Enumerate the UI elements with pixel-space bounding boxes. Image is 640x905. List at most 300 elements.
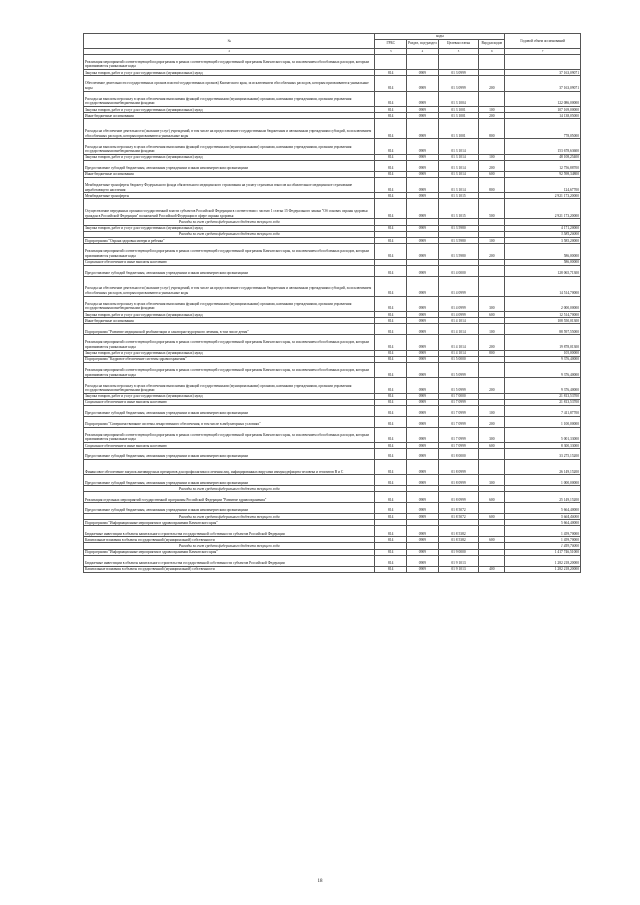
- row-expense-type: 200: [479, 76, 505, 91]
- row-amount: 8 300,33000: [505, 443, 581, 449]
- row-amount: 105,00000: [505, 350, 581, 356]
- header-annual-volume: Годовой объем ассигнований: [505, 34, 581, 49]
- table-row: [84, 335, 581, 350]
- table-row: [84, 91, 581, 106]
- row-grbs: 814: [375, 193, 407, 199]
- row-target-article: 01 4 0000: [438, 265, 479, 276]
- row-target-article: 01 3 1014: [438, 171, 479, 177]
- header-target-article: Целевая статья: [438, 39, 479, 48]
- table-row: [84, 378, 581, 393]
- row-name: Реализация мероприятий соответствующей подпрограммы в рамках соответствующей государственной программы Камчатского края, за исключением обособленных расходов, которым присваиваются уникальные коды: [84, 335, 375, 350]
- row-name: Подпрограмма "Совершенствование системы лекарственного обеспечения, в том числе в амбулаторных условиях": [84, 416, 375, 427]
- row-amount: [505, 54, 581, 69]
- row-grbs: 814: [375, 296, 407, 311]
- row-amount: 12 514,70000: [505, 311, 581, 317]
- table-row: [84, 460, 581, 475]
- column-number: 5: [438, 48, 479, 54]
- row-target-article: 01 3 1014: [438, 177, 479, 192]
- table-row: [84, 406, 581, 417]
- row-name: Закупка товаров, работ и услуг для государственных (муниципальных) нужд: [84, 106, 375, 112]
- row-target-article: 01 3 1004: [438, 91, 479, 106]
- row-amount: 1 417 746,51000: [505, 549, 581, 555]
- table-row: [84, 265, 581, 276]
- row-grbs: 814: [375, 449, 407, 460]
- row-name: Расходы на обеспечение деятельности (оказание услуг) учреждений, в том числе на предоставление государственным бюджетным и автономным учреждениям субсидий, за исключением обособленных расходов, которым присваиваются уникальные коды: [84, 276, 375, 296]
- row-name: Реализация мероприятий соответствующей подпрограммы в рамках соответствующей государственной программы Камчатского края, за исключением обособленных расходов, которым присваиваются уникальные коды: [84, 427, 375, 442]
- table-row: [84, 503, 581, 514]
- row-razdel: 0909: [407, 119, 439, 139]
- row-amount: 21 813,53700: [505, 399, 581, 405]
- table-header: [84, 34, 581, 55]
- row-amount: 1 282 218,20000: [505, 555, 581, 566]
- row-razdel: 0909: [407, 555, 439, 566]
- table-row: [84, 160, 581, 171]
- row-grbs: 814: [375, 492, 407, 503]
- row-amount: 33 275,15200: [505, 449, 581, 460]
- table-row: [84, 492, 581, 503]
- row-grbs: 814: [375, 443, 407, 449]
- row-expense-type: [479, 503, 505, 514]
- row-name: Расходы на обеспечение деятельности (оказание услуг) учреждений, в том числе на предоставление государственным бюджетным и автономным учреждениям субсидий, за исключением обособленных расходов, которым присваиваются уникальные коды: [84, 119, 375, 139]
- row-expense-type: 600: [479, 492, 505, 503]
- row-name: Закупка товаров, работ и услуг для государственных (муниципальных) нужд: [84, 225, 375, 231]
- row-grbs: 814: [375, 416, 407, 427]
- row-razdel: 0909: [407, 492, 439, 503]
- row-expense-type: 800: [479, 119, 505, 139]
- row-amount: 1 000,00000: [505, 475, 581, 486]
- row-amount: 48 108,25400: [505, 154, 581, 160]
- row-name: Расходы на выплаты персоналу в целях обеспечения выполнения функций государственными (муниципальными) органами, казенными учреждениями, органами управления государственными внебюджетными фондами: [84, 378, 375, 393]
- row-razdel: 0909: [407, 318, 439, 324]
- row-target-article: 01 5 0000: [438, 356, 479, 362]
- row-expense-type: 300: [479, 296, 505, 311]
- row-amount: 124,67700: [505, 177, 581, 192]
- row-amount: 12 756,88700: [505, 160, 581, 171]
- table-row: [84, 276, 581, 296]
- row-razdel: 0909: [407, 335, 439, 350]
- row-razdel: 0909: [407, 69, 439, 75]
- row-name: Подпрограмма "Охрана здоровья матери и ребенка": [84, 238, 375, 244]
- row-razdel: 0909: [407, 177, 439, 192]
- row-name: Межбюджетные трансферты бюджету Федерального фонда обязательного медицинского страхования на уплату страховых взносов на обязательное медицинское страхование неработающего населения: [84, 177, 375, 192]
- row-grbs: 814: [375, 113, 407, 119]
- row-grbs: 814: [375, 276, 407, 296]
- row-razdel: 0909: [407, 91, 439, 106]
- row-grbs: 814: [375, 119, 407, 139]
- row-expense-type: 600: [479, 311, 505, 317]
- row-razdel: [407, 54, 439, 69]
- row-name: Расходы на выплаты персоналу в целях обеспечения выполнения функций государственными (муниципальными) органами, казенными учреждениями, органами управления государственными внебюджетными фондами: [84, 296, 375, 311]
- row-razdel: 0909: [407, 238, 439, 244]
- row-grbs: 814: [375, 378, 407, 393]
- row-expense-type: 400: [479, 566, 505, 572]
- row-razdel: 0909: [407, 503, 439, 514]
- row-expense-type: 600: [479, 514, 505, 520]
- row-grbs: 814: [375, 324, 407, 335]
- row-grbs: 814: [375, 350, 407, 356]
- row-grbs: 814: [375, 76, 407, 91]
- row-razdel: 0909: [407, 378, 439, 393]
- row-name: Расходы на выплаты персоналу в целях обеспечения выполнения функций государственными (муниципальными) органами, казенными учреждениями, органами управления государственными внебюджетными фондами: [84, 91, 375, 106]
- column-number: 7: [505, 48, 581, 54]
- row-target-article: 01 3 1015: [438, 193, 479, 199]
- table-row: [84, 362, 581, 377]
- table-row: [84, 449, 581, 460]
- row-grbs: 814: [375, 393, 407, 399]
- row-name: Предоставление субсидий бюджетным, автономным учреждениям и иным некоммерческим организациям: [84, 475, 375, 486]
- row-grbs: 814: [375, 154, 407, 160]
- row-expense-type: 200: [479, 416, 505, 427]
- row-name: Расходы за счет средств федерального бюджета текущего года: [84, 486, 375, 492]
- row-name: Закупка товаров, работ и услуг для государственных (муниципальных) нужд: [84, 393, 375, 399]
- row-expense-type: 800: [479, 350, 505, 356]
- row-razdel: 0909: [407, 76, 439, 91]
- row-amount: 37 163,09071: [505, 69, 581, 75]
- row-grbs: 814: [375, 265, 407, 276]
- row-target-article: 01 8 0999: [438, 492, 479, 503]
- row-razdel: 0909: [407, 356, 439, 362]
- row-razdel: 0909: [407, 393, 439, 399]
- table-row: [84, 566, 581, 572]
- row-razdel: 0909: [407, 324, 439, 335]
- table-row: [84, 139, 581, 154]
- row-razdel: 0909: [407, 406, 439, 417]
- page-number: 18: [317, 879, 323, 884]
- row-amount: 21 813,53700: [505, 393, 581, 399]
- row-target-article: 01 3 1014: [438, 160, 479, 171]
- row-expense-type: [479, 555, 505, 566]
- row-target-article: [438, 54, 479, 69]
- row-amount: 4 171,20000: [505, 225, 581, 231]
- row-amount: 2 921 173,20000: [505, 199, 581, 219]
- row-razdel: 0909: [407, 514, 439, 520]
- row-target-article: 01 4 0999: [438, 296, 479, 311]
- row-target-article: 01 8 0999: [438, 460, 479, 475]
- row-grbs: 814: [375, 566, 407, 572]
- row-amount: 14 138,05000: [505, 113, 581, 119]
- row-name: Бюджетные инвестиции в объекты капитального строительства государственной собственности субъектов Российской Федерации: [84, 526, 375, 537]
- row-expense-type: 500: [479, 199, 505, 219]
- row-name: Капитальные вложения в объекты государственной (муниципальной) собственности: [84, 566, 375, 572]
- table-row: [84, 526, 581, 537]
- row-grbs: 814: [375, 139, 407, 154]
- row-expense-type: 600: [479, 537, 505, 543]
- row-target-article: 01 8 0000: [438, 449, 479, 460]
- row-target-article: 01 3 5980: [438, 238, 479, 244]
- row-razdel: 0909: [407, 296, 439, 311]
- row-name: Предоставление субсидий бюджетным, автономным учреждениям и иным некоммерческим организациям: [84, 503, 375, 514]
- table-row: [84, 244, 581, 259]
- row-razdel: 0909: [407, 350, 439, 356]
- row-amount: 1 100,00000: [505, 416, 581, 427]
- row-target-article: 01 5 0999: [438, 378, 479, 393]
- row-amount: 26 149,15200: [505, 460, 581, 475]
- column-number: 3: [375, 48, 407, 54]
- row-amount: 5 664,40000: [505, 520, 581, 526]
- table-body: [84, 54, 581, 572]
- row-name: Подпрограмма "Развитие медицинской реабилитации и санаторно-курортного лечения, в том числе детям": [84, 324, 375, 335]
- row-expense-type: 200: [479, 244, 505, 259]
- row-amount: 778,05000: [505, 119, 581, 139]
- row-expense-type: 100: [479, 324, 505, 335]
- row-name: Иные бюджетные ассигнования: [84, 113, 375, 119]
- row-name: Расходы за счет средств федерального бюджета текущего года: [84, 543, 375, 549]
- row-expense-type: [479, 139, 505, 154]
- table-row: [84, 119, 581, 139]
- row-amount: 3 585,20000: [505, 231, 581, 237]
- row-name: Подпрограмма "Кадровое обеспечение системы здравоохранения": [84, 356, 375, 362]
- row-amount: 1 459,70000: [505, 543, 581, 549]
- row-amount: 14 514,70000: [505, 276, 581, 296]
- row-razdel: 0909: [407, 311, 439, 317]
- row-name: Реализация мероприятий соответствующей подпрограммы в рамках соответствующей государственной программы Камчатского края, за исключением обособленных расходов, которым присваиваются уникальные коды: [84, 54, 375, 69]
- row-target-article: 01 8 0999: [438, 475, 479, 486]
- row-name: Закупка товаров, работ и услуг для государственных (муниципальных) нужд: [84, 154, 375, 160]
- row-grbs: 814: [375, 549, 407, 555]
- row-name: Расходы за счет средств федерального бюджета текущего года: [84, 231, 375, 237]
- row-grbs: 814: [375, 311, 407, 317]
- row-grbs: 814: [375, 244, 407, 259]
- row-target-article: 01 7 0999: [438, 443, 479, 449]
- row-name: Социальное обеспечение и иные выплаты населению: [84, 443, 375, 449]
- row-grbs: 814: [375, 362, 407, 377]
- row-expense-type: [479, 54, 505, 69]
- row-expense-type: 100: [479, 154, 505, 160]
- row-grbs: 814: [375, 526, 407, 537]
- row-name: Реализация отдельных мероприятий государственной программы Российской Федерации "Развитие здравоохранения": [84, 492, 375, 503]
- row-name: Иные бюджетные ассигнования: [84, 171, 375, 177]
- row-target-article: 01 3 1001: [438, 119, 479, 139]
- row-amount: 37 163,09071: [505, 76, 581, 91]
- row-razdel: 0909: [407, 537, 439, 543]
- table-row: [84, 177, 581, 192]
- row-target-article: 01 9 0000: [438, 549, 479, 555]
- row-target-article: 01 4 0999: [438, 311, 479, 317]
- row-razdel: 0909: [407, 427, 439, 442]
- row-name: Предоставление субсидий бюджетным, автономным учреждениям и иным некоммерческим организациям: [84, 449, 375, 460]
- row-target-article: 01 3 1001: [438, 113, 479, 119]
- row-razdel: 0909: [407, 475, 439, 486]
- row-expense-type: [479, 91, 505, 106]
- row-expense-type: 100: [479, 106, 505, 112]
- table-row: [84, 555, 581, 566]
- row-target-article: 01 4 1014: [438, 350, 479, 356]
- row-name: Закупка товаров, работ и услуг для государственных (муниципальных) нужд: [84, 350, 375, 356]
- row-target-article: 01 7 0999: [438, 416, 479, 427]
- row-grbs: 814: [375, 199, 407, 219]
- row-name: Расходы за счет средств федерального бюджета текущего года: [84, 219, 375, 225]
- row-target-article: 01 3 0999: [438, 76, 479, 91]
- row-expense-type: 200: [479, 378, 505, 393]
- row-grbs: 814: [375, 399, 407, 405]
- row-target-article: 01 3 1014: [438, 139, 479, 154]
- column-number: 4: [407, 48, 439, 54]
- row-name: Расходы на выплаты персоналу в целях обеспечения выполнения функций государственными (муниципальными) органами, казенными учреждениями, органами управления государственными внебюджетными фондами: [84, 139, 375, 154]
- row-grbs: 814: [375, 177, 407, 192]
- row-grbs: 814: [375, 335, 407, 350]
- column-number: 6: [479, 48, 505, 54]
- row-grbs: 814: [375, 171, 407, 177]
- row-target-article: 01 3 1001: [438, 106, 479, 112]
- row-amount: 2 000,00000: [505, 296, 581, 311]
- row-amount: 1 282 218,20000: [505, 566, 581, 572]
- row-amount: 1 459,70000: [505, 537, 581, 543]
- row-razdel: 0909: [407, 139, 439, 154]
- row-target-article: 01 4 1014: [438, 324, 479, 335]
- row-name: Подпрограмма "Информационные мероприятия в здравоохранении Камчатского края": [84, 520, 375, 526]
- row-name: Социальное обеспечение и иные выплаты населению: [84, 399, 375, 405]
- row-grbs: 814: [375, 555, 407, 566]
- table-row: [84, 199, 581, 219]
- row-amount: 128 065,71300: [505, 265, 581, 276]
- row-grbs: 814: [375, 160, 407, 171]
- row-expense-type: [479, 362, 505, 377]
- table-row: [84, 54, 581, 69]
- row-name: Межбюджетные трансферты: [84, 193, 375, 199]
- row-expense-type: [479, 449, 505, 460]
- budget-allocation-table: [83, 33, 581, 573]
- header-number: №: [84, 34, 375, 49]
- row-amount: 7 411,87700: [505, 406, 581, 417]
- row-name: Предоставление субсидий бюджетным, автономным учреждениям и иным некоммерческим организациям: [84, 265, 375, 276]
- row-grbs: 814: [375, 238, 407, 244]
- row-razdel: 0909: [407, 460, 439, 475]
- row-grbs: 814: [375, 537, 407, 543]
- row-amount: 19 878,01300: [505, 335, 581, 350]
- row-razdel: 0909: [407, 244, 439, 259]
- row-name: Реализация мероприятий соответствующей подпрограммы в рамках соответствующей государственной программы Камчатского края, за исключением обособленных расходов, которым присваиваются уникальные коды: [84, 362, 375, 377]
- row-target-article: 01 3 5980: [438, 244, 479, 259]
- row-grbs: 814: [375, 91, 407, 106]
- header-expense-type: Вид расходов: [479, 39, 505, 48]
- row-grbs: 814: [375, 514, 407, 520]
- row-name: Капитальные вложения в объекты государственной (муниципальной) собственности: [84, 537, 375, 543]
- row-target-article: 01 7 0999: [438, 427, 479, 442]
- row-name: Реализация мероприятий соответствующей подпрограммы в рамках соответствующей государственной программы Камчатского края, за исключением обособленных расходов, которым присваиваются уникальные коды: [84, 244, 375, 259]
- row-name: Закупка товаров, работ и услуг для государственных (муниципальных) нужд: [84, 69, 375, 75]
- row-amount: 108 550,01300: [505, 318, 581, 324]
- row-razdel: 0909: [407, 113, 439, 119]
- table-row: [84, 324, 581, 335]
- row-expense-type: 300: [479, 427, 505, 442]
- row-name: Закупка товаров, работ и услуг для государственных (муниципальных) нужд: [84, 311, 375, 317]
- row-amount: 1 459,70000: [505, 526, 581, 537]
- row-grbs: 814: [375, 475, 407, 486]
- row-expense-type: 200: [479, 160, 505, 171]
- row-razdel: 0909: [407, 443, 439, 449]
- row-amount: 25 149,15200: [505, 492, 581, 503]
- row-amount: 3 585,20000: [505, 238, 581, 244]
- row-grbs: 814: [375, 356, 407, 362]
- row-name: Бюджетные инвестиции в объекты капитального строительства государственной собственности субъектов Российской Федерации: [84, 555, 375, 566]
- row-amount: 122 086,00000: [505, 91, 581, 106]
- row-razdel: 0909: [407, 171, 439, 177]
- row-grbs: [375, 54, 407, 69]
- row-grbs: 814: [375, 318, 407, 324]
- row-grbs: 814: [375, 406, 407, 417]
- row-expense-type: [479, 526, 505, 537]
- row-grbs: 814: [375, 427, 407, 442]
- row-amount: 9 376,40000: [505, 356, 581, 362]
- row-expense-type: 100: [479, 238, 505, 244]
- row-target-article: 01 9 1013: [438, 566, 479, 572]
- row-name: Предоставление субсидий бюджетным, автономным учреждениям и иным некоммерческим организациям: [84, 406, 375, 417]
- header-grbs: ГРБС: [375, 39, 407, 48]
- row-target-article: 01 7 0999: [438, 406, 479, 417]
- row-grbs: 814: [375, 69, 407, 75]
- row-expense-type: 200: [479, 113, 505, 119]
- row-grbs: 814: [375, 460, 407, 475]
- row-target-article: 01 3 5980: [438, 225, 479, 231]
- row-name: Финансовое обеспечение закупок антивирусных препаратов для профилактики и лечения лиц, инфицированных вирусами иммунодефицита человека и гепатитов В и С: [84, 460, 375, 475]
- row-razdel: 0909: [407, 160, 439, 171]
- row-razdel: 0909: [407, 193, 439, 199]
- row-razdel: 0909: [407, 449, 439, 460]
- row-amount: 107 169,00000: [505, 106, 581, 112]
- row-amount: 5 664,40000: [505, 514, 581, 520]
- row-target-article: 01 3 1014: [438, 154, 479, 160]
- row-name: Иные бюджетные ассигнования: [84, 318, 375, 324]
- row-target-article: 01 8 5382: [438, 537, 479, 543]
- row-name: Подпрограмма "Информационные мероприятия в здравоохранении Камчатского края": [84, 549, 375, 555]
- row-expense-type: 600: [479, 443, 505, 449]
- row-target-article: 01 4 1014: [438, 335, 479, 350]
- row-target-article: 01 7 0000: [438, 393, 479, 399]
- row-grbs: 814: [375, 106, 407, 112]
- row-expense-type: 200: [479, 335, 505, 350]
- row-expense-type: 100: [479, 406, 505, 417]
- row-amount: 5 664,40000: [505, 503, 581, 514]
- row-razdel: 0909: [407, 199, 439, 219]
- row-razdel: 0909: [407, 106, 439, 112]
- row-amount: 586,00000: [505, 244, 581, 259]
- row-target-article: 01 8 5382: [438, 526, 479, 537]
- header-codes-group: коды: [375, 34, 505, 40]
- row-name: Социальное обеспечение и иные выплаты населению: [84, 259, 375, 265]
- table-row: [84, 427, 581, 442]
- row-razdel: 0909: [407, 265, 439, 276]
- row-amount: 92 598,34800: [505, 171, 581, 177]
- row-razdel: 0909: [407, 416, 439, 427]
- row-name: Предоставление субсидий бюджетным, автономным учреждениям и иным некоммерческим организациям: [84, 160, 375, 171]
- row-amount: 2 921 173,20000: [505, 193, 581, 199]
- row-grbs: 814: [375, 503, 407, 514]
- column-number: 2: [84, 48, 375, 54]
- table-row: [84, 416, 581, 427]
- row-expense-type: [479, 276, 505, 296]
- header-razdel: Раздел, под-раздел: [407, 39, 439, 48]
- row-razdel: 0909: [407, 549, 439, 555]
- row-amount: 586,00000: [505, 259, 581, 265]
- row-name: Расходы за счет средств федерального бюджета текущего года: [84, 514, 375, 520]
- row-razdel: 0909: [407, 566, 439, 572]
- table-row: [84, 475, 581, 486]
- row-razdel: 0909: [407, 362, 439, 377]
- table-row: [84, 296, 581, 311]
- table-row: [84, 76, 581, 91]
- row-target-article: 01 3 1015: [438, 199, 479, 219]
- row-amount: 9 376,40000: [505, 362, 581, 377]
- row-target-article: 01 9 1013: [438, 555, 479, 566]
- row-expense-type: 800: [479, 177, 505, 192]
- row-target-article: 01 8 5072: [438, 514, 479, 520]
- row-expense-type: [479, 265, 505, 276]
- row-expense-type: [479, 460, 505, 475]
- row-razdel: 0909: [407, 276, 439, 296]
- row-target-article: 01 3 0999: [438, 69, 479, 75]
- row-amount: 88 597,55000: [505, 324, 581, 335]
- row-target-article: 01 4 1014: [438, 318, 479, 324]
